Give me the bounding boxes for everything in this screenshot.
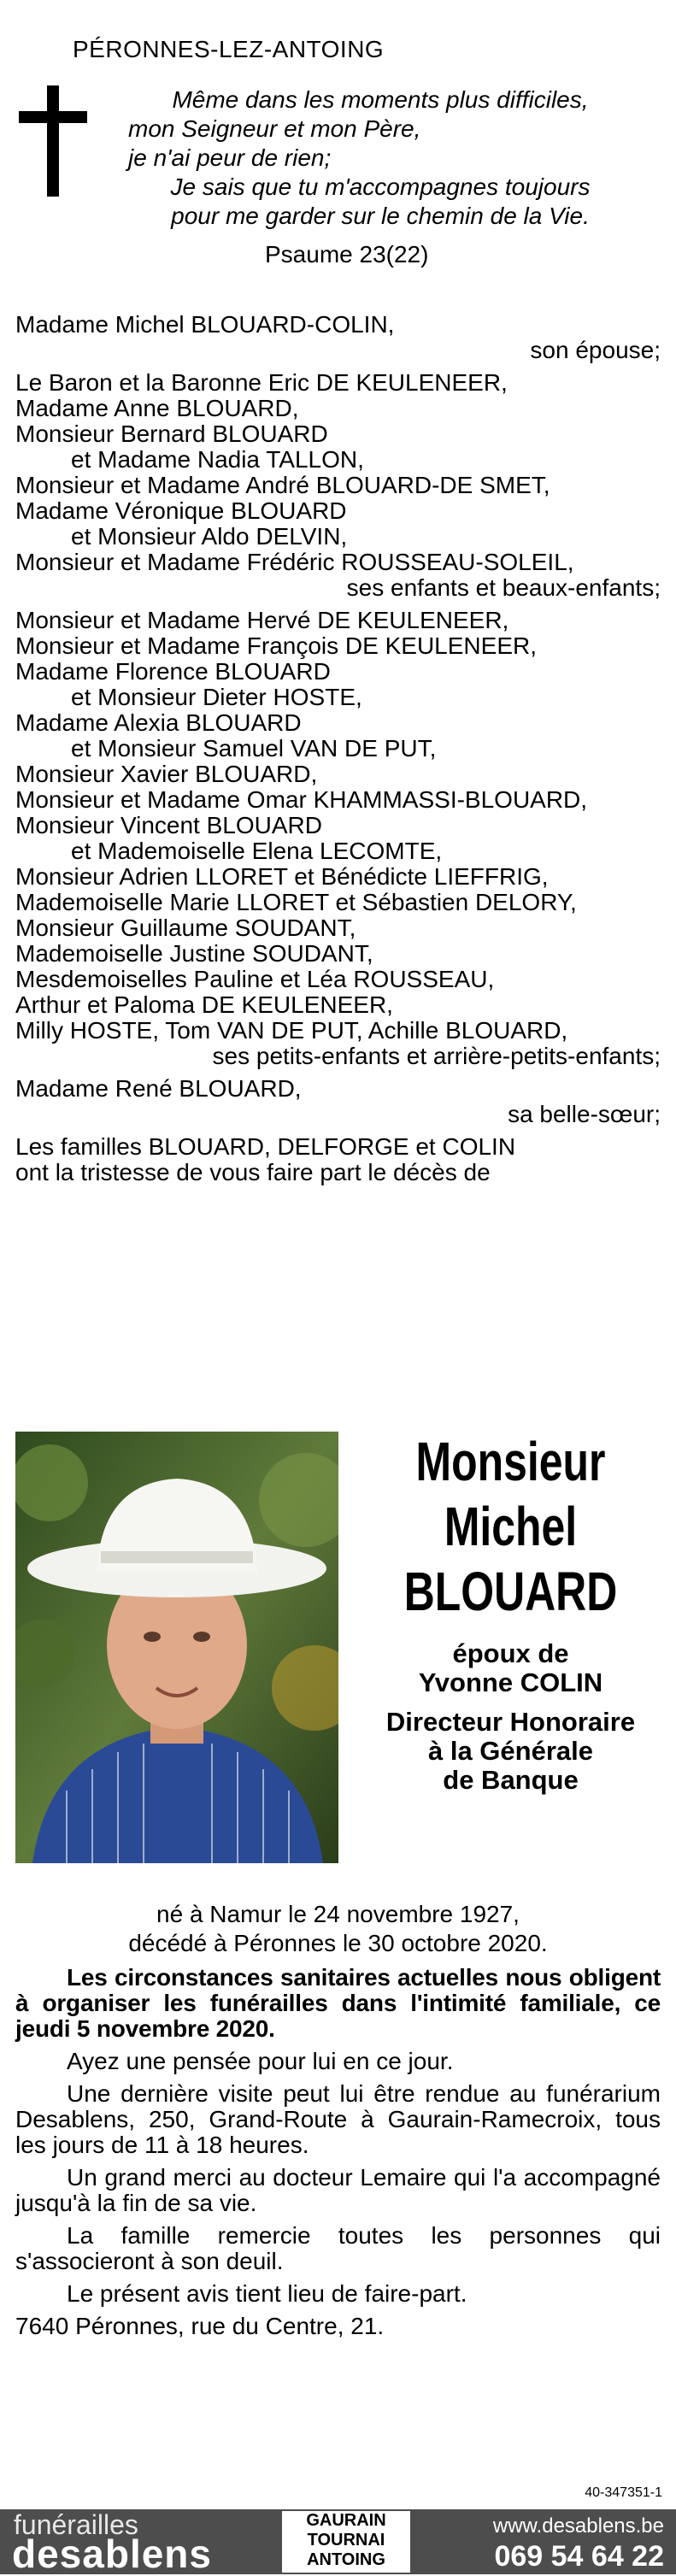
- family-line: Madame Alexia BLOUARD: [15, 709, 302, 736]
- city-label: TOURNAI: [307, 2531, 385, 2550]
- portrait-image: [15, 1432, 338, 1863]
- families-line: Les familles BLOUARD, DELFORGE et COLIN: [15, 1133, 516, 1160]
- family-line: Mademoiselle Marie LLORET et Sébastien DELORY,: [15, 889, 577, 915]
- family-line: Monsieur et Madame André BLOUARD-DE SMET,: [15, 472, 550, 498]
- thought-line: Ayez une pensée pour lui en ce jour.: [67, 2048, 454, 2074]
- spouse-of-name: Yvonne COLIN: [418, 1667, 603, 1697]
- family-line: Milly HOSTE, Tom VAN DE PUT, Achille BLOUARD,: [15, 1017, 568, 1044]
- family-line: Monsieur Bernard BLOUARD: [15, 421, 328, 447]
- family-line: et Monsieur Dieter HOSTE,: [71, 684, 362, 710]
- reference-code: 40-347351-1: [585, 2485, 662, 2500]
- family-line: et Monsieur Samuel VAN DE PUT,: [71, 735, 437, 762]
- family-line: et Mademoiselle Elena LECOMTE,: [71, 838, 443, 864]
- cross-icon: [19, 85, 87, 197]
- death-line: décédé à Péronnes le 30 octobre 2020.: [128, 1930, 548, 1956]
- psalm-verse: [128, 85, 632, 231]
- website-link[interactable]: www.desablens.be: [492, 2514, 664, 2538]
- family-line: Arthur et Paloma DE KEULENEER,: [15, 991, 393, 1018]
- family-line: Monsieur et Madame François DE KEULENEER,: [15, 632, 537, 659]
- grandchildren-role: ses petits-enfants et arrière-petits-enfants;: [212, 1043, 661, 1069]
- address-line: 7640 Péronnes, rue du Centre, 21.: [15, 2313, 385, 2339]
- footer-banner: [0, 2509, 676, 2574]
- family-line: Le Baron et la Baronne Eric DE KEULENEER,: [15, 369, 508, 396]
- deceased-last-name: BLOUARD: [403, 1561, 618, 1622]
- sister-in-law-name: Madame René BLOUARD,: [15, 1075, 302, 1102]
- psalm-line: mon Seigneur et mon Père,: [128, 115, 421, 142]
- psalm-reference: Psaume 23(22): [265, 241, 429, 268]
- family-line: et Madame Nadia TALLON,: [71, 446, 364, 473]
- deceased-name-block: [359, 1429, 662, 1795]
- family-list: [15, 312, 661, 1185]
- birth-line: né à Namur le 24 novembre 1927,: [156, 1901, 520, 1927]
- spouse-role: son épouse;: [530, 337, 661, 363]
- family-line: Madame Véronique BLOUARD: [15, 497, 347, 524]
- family-line: Madame Anne BLOUARD,: [15, 395, 299, 421]
- family-line: Monsieur et Madame Hervé DE KEULENEER,: [15, 607, 509, 633]
- family-line: Madame Florence BLOUARD: [15, 658, 331, 685]
- details-block: [15, 1902, 661, 2339]
- family-thanks: La famille remercie toutes les personnes qui s'associeront à son deuil.: [15, 2222, 661, 2274]
- family-line: Monsieur Xavier BLOUARD,: [15, 761, 318, 787]
- function-line: Directeur Honoraire: [385, 1707, 636, 1737]
- city-label: GAURAIN: [306, 2511, 386, 2530]
- doctor-thanks: Un grand merci au docteur Lemaire qui l'a accompagné jusqu'à la fin de sa vie.: [15, 2164, 661, 2216]
- psalm-line: je n'ai peur de rien;: [128, 144, 332, 171]
- spouse-name: Madame Michel BLOUARD-COLIN,: [15, 311, 395, 338]
- deceased-title: Monsieur: [415, 1431, 606, 1492]
- visit-info: Une dernière visite peut lui être rendue au funérarium Desablens, 250, Grand-Route à Gaurain-Ramecroix, tous les jours de 11 à 18 heures.: [15, 2080, 661, 2158]
- location-header: PÉRONNES-LEZ-ANTOING: [73, 36, 385, 62]
- notice-line: Le présent avis tient lieu de faire-part.: [67, 2280, 467, 2307]
- family-line: Monsieur et Madame Omar KHAMMASSI-BLOUARD,: [15, 786, 588, 813]
- brand-logo: desablens: [12, 2532, 212, 2576]
- function-line: à la Générale: [427, 1736, 593, 1766]
- family-line: Mademoiselle Justine SOUDANT,: [15, 940, 373, 967]
- deceased-first-name: Michel: [444, 1496, 578, 1557]
- family-line: Monsieur et Madame Frédéric ROUSSEAU-SOLEIL,: [15, 549, 574, 575]
- family-line: Mesdemoiselles Pauline et Léa ROUSSEAU,: [15, 966, 495, 992]
- family-line: Monsieur Guillaume SOUDANT,: [15, 915, 356, 941]
- spouse-of-label: époux de: [452, 1638, 569, 1668]
- phone-number[interactable]: 069 54 64 22: [494, 2540, 664, 2573]
- function-line: de Banque: [443, 1765, 579, 1795]
- announcement-line: ont la tristesse de vous faire part le décès de: [15, 1159, 491, 1185]
- city-label: ANTOING: [307, 2550, 385, 2569]
- sanitary-notice: Les circonstances sanitaires actuelles nous obligent à organiser les funérailles dans l'intimité familiale, ce jeudi 5 novembre 2020.: [15, 1964, 661, 2042]
- family-line: Monsieur Vincent BLOUARD: [15, 812, 322, 838]
- brand-tagline: funérailles: [14, 2509, 138, 2540]
- psalm-line: Je sais que tu m'accompagnes toujours: [170, 173, 591, 200]
- family-line: et Monsieur Aldo DELVIN,: [71, 523, 348, 550]
- cities-box: [282, 2511, 410, 2573]
- children-role: ses enfants et beaux-enfants;: [346, 574, 661, 601]
- portrait-photo: [15, 1432, 338, 1863]
- psalm-line: Même dans les moments plus difficiles,: [172, 86, 589, 113]
- family-line: Monsieur Adrien LLORET et Bénédicte LIEFFRIG,: [15, 863, 549, 890]
- sister-in-law-role: sa belle-sœur;: [508, 1101, 661, 1127]
- psalm-line: pour me garder sur le chemin de la Vie.: [171, 203, 590, 229]
